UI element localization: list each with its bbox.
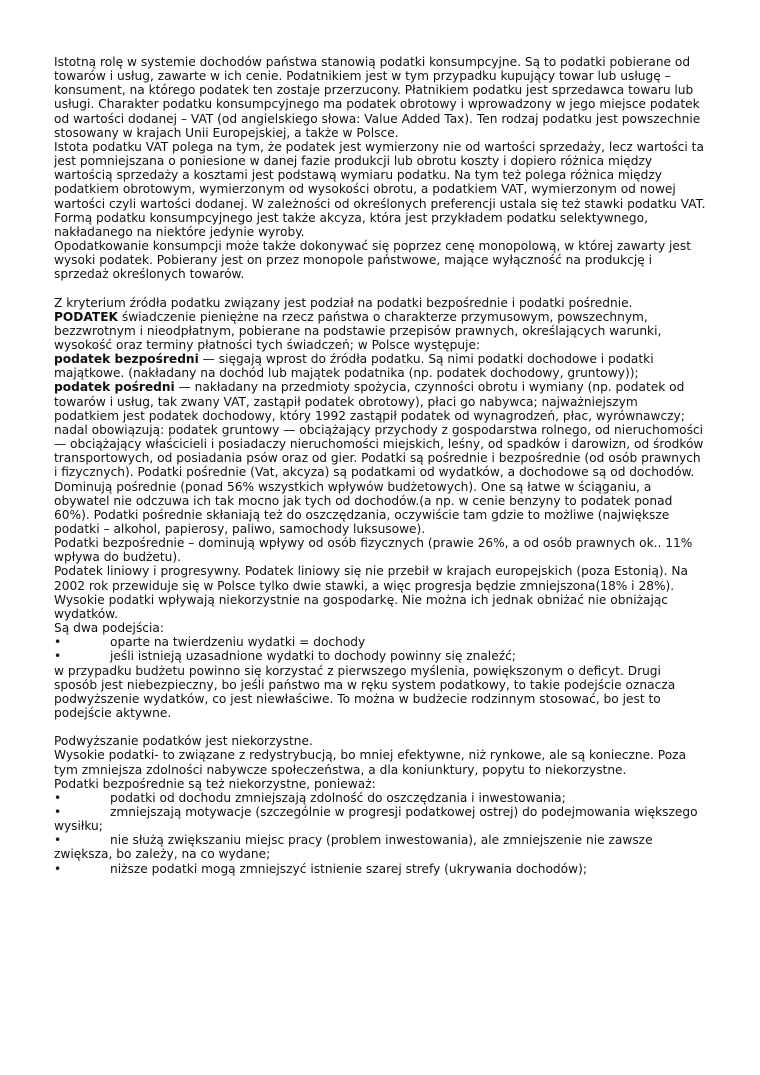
paragraph-direct-tax-share: Podatki bezpośrednie – dominują wpływy od osób fizycznych (prawie 26%, a od osób prawnych ok.. 11% wpływa do budżetu). bbox=[54, 536, 693, 565]
list-item-text: niższe podatki mogą zmniejszyć istnienie szarej strefy (ukrywania dochodów); bbox=[110, 861, 587, 876]
bullet-icon: • bbox=[54, 790, 62, 805]
bullet-icon: • bbox=[54, 804, 62, 819]
bullet-icon: • bbox=[54, 833, 62, 848]
paragraph-indirect-tax bbox=[54, 380, 706, 536]
term-direct-tax: podatek bezpośredni bbox=[54, 352, 199, 367]
paragraph-gap bbox=[54, 720, 706, 734]
term-podatek: PODATEK bbox=[54, 309, 118, 324]
paragraph-raising-taxes: Podwyższanie podatków jest niekorzystne. bbox=[54, 734, 313, 749]
paragraph-redistribution: Wysokie podatki- to związane z redystrybucją, bo mniej efektywne, niż rynkowe, ale są konieczne. Poza tym zmniejsza zdolności nabywcze społeczeństwa, a dla koniunktury, popytu to niekorzystne. bbox=[54, 748, 687, 777]
definition-podatek: świadczenie pieniężne na rzecz państwa o charakterze przymusowym, powszechnym, bezzwrotnym i nieodpłatnym, pobierane na podstawie przepisów prawnych, określających warunki, wysokość oraz terminy płatności tych świadczeń; w Polsce występuje: bbox=[54, 309, 662, 352]
paragraph-gap bbox=[54, 282, 706, 296]
list-item-text: zmniejszają motywacje (szczególnie w progresji podatkowej ostrej) do podejmowania większego wysiłku; bbox=[54, 804, 698, 834]
definition-direct-tax: — sięgają wprost do źródła podatku. Są nimi podatki dochodowe i podatki majątkowe. (nakładany na dochód lub majątek podatnika (np. podatek dochodowy, gruntowy)); bbox=[54, 352, 654, 381]
list-item-text: oparte na twierdzeniu wydatki = dochody bbox=[110, 635, 366, 650]
list-item-text: podatki od dochodu zmniejszają zdolność do oszczędzania i inwestowania; bbox=[110, 790, 566, 805]
paragraph-linear-progressive: Podatek liniowy i progresywny. Podatek liniowy się nie przebił w krajach europejskich (poza Estonią). Na 2002 rok przewiduje się w Polsce tylko dwie stawki, a więc progresja będzie zmniejszona(18% i 28%). bbox=[54, 564, 689, 593]
paragraph-direct-disadvantages: Podatki bezpośrednie są też niekorzystne, ponieważ: bbox=[54, 776, 376, 791]
paragraph-vat: Istota podatku VAT polega na tym, że podatek jest wymierzony nie od wartości sprzedaży, lecz wartości ta jest pomniejszana o poniesione w danej fazie produkcji lub obrotu koszty i dopiero różnica między wartością sprzedaży a kosztami jest podstawą wymiaru podatku. Na tym też polega różnica między podatkiem obrotowym, wymierzonym od wysokości obrotu, a podatkiem VAT, wymierzonym od nowej wartości czyli wartości dodanej. W zależności od określonych preferencji ustala się też stawki podatku VAT. bbox=[54, 139, 706, 211]
list-item-text: jeśli istnieją uzasadnione wydatki to dochody powinny się znaleźć; bbox=[110, 649, 516, 664]
list-item bbox=[54, 862, 706, 876]
paragraph-tax-definition bbox=[54, 310, 706, 352]
paragraph-excise: Formą podatku konsumpcyjnego jest także akcyza, która jest przykładem podatku selektywnego, nakładanego na niektóre jedynie wyroby. bbox=[54, 210, 648, 239]
paragraph-budget-approach: w przypadku budżetu powinno się korzystać z pierwszego myślenia, powiększonym o deficyt. Drugi sposób jest niebezpieczny, bo jeśli państwo ma w ręku system podatkowy, to takie podejście oznacza podwyższenie wydatków, co jest niewłaściwe. To można w budżecie rodzinnym stosować, bo jest to podejście aktywne. bbox=[54, 663, 676, 721]
paragraph-monopoly-price: Opodatkowanie konsumpcji może także dokonywać się poprzez cenę monopolową, w której zawarty jest wysoki podatek. Pobierany jest on przez monopole państwowe, mające wyłączność na produkcję i sprzedaż określonych towarów. bbox=[54, 239, 692, 282]
paragraph-high-taxes: Wysokie podatki wpływają niekorzystnie na gospodarkę. Nie można ich jednak obniżać nie obniżając wydatków. bbox=[54, 592, 668, 621]
term-indirect-tax: podatek pośredni bbox=[54, 380, 175, 395]
paragraph-two-approaches: Są dwa podejścia: bbox=[54, 621, 164, 636]
bullet-icon: • bbox=[54, 861, 62, 876]
list-item bbox=[54, 805, 706, 833]
list-item-text: nie służą zwiększaniu miejsc pracy (problem inwestowania), ale zmniejszenie nie zawsze zwiększa, bo zależy, na co wydane; bbox=[54, 833, 653, 862]
bullet-icon: • bbox=[54, 649, 62, 664]
list-item bbox=[54, 635, 706, 649]
paragraph-consumption-taxes: Istotną rolę w systemie dochodów państwa stanowią podatki konsumpcyjne. Są to podatki pobierane od towarów i usług, zawarte w ich cenie. Podatnikiem jest w tym przypadku kupujący towar lub usługę – konsument, na którego podatek ten zostaje przerzucony. Płatnikiem podatku jest sprzedawca towaru lub usługi. Charakter podatku konsumpcyjnego ma podatek obrotowy i wprowadzony w jego miejsce podatek od wartości dodanej – VAT (od angielskiego słowa: Value Added Tax). Ten rodzaj podatku jest powszechnie stosowany w krajach Unii Europejskiej, a także w Polsce. bbox=[54, 55, 701, 140]
bullet-icon: • bbox=[54, 635, 62, 650]
paragraph-direct-tax bbox=[54, 352, 706, 380]
definition-indirect-tax: — nakładany na przedmioty spożycia, czynności obrotu i wymiany (np. podatek od towarów i usług, tak zwany VAT, zastąpił podatek obrotowy), płaci go nabywca; najważniejszym podatkiem jest podatek dochodowy, który 1992 zastąpił podatek od wynagrodzeń, płac, wyrównawczy; nadal obowiązują: podatek gruntowy — obciążający przychody z gospodarstwa rolnego, od nieruchomości — obciążający właścicieli i posiadaczy nieruchomości miejskich, leśny, od spadków i darowizn, od środków transportowych, od posiadania psów oraz od gier. Podatki są pośrednie i bezpośrednie (od osób prawnych i fizycznych). Podatki pośrednie (Vat, akcyza) są podatkami od wydatków, a dochodowe są od dochodów. Dominują pośrednie (ponad 56% wszystkich wpływów budżetowych). One są łatwe w ściąganiu, a obywatel nie odczuwa ich tak mocno jak tych od dochodów.(a np. w cenie benzyny to podatek ponad 60%). Podatki pośrednie skłaniają też do oszczędzania, oczywiście tam gdzie to możliwe (największe podatki – alkohol, papierosy, paliwo, samochody luksusowe). bbox=[54, 380, 704, 536]
document-page bbox=[54, 55, 706, 876]
list-item bbox=[54, 791, 706, 805]
paragraph-tax-criterion: Z kryterium źródła podatku związany jest podział na podatki bezpośrednie i podatki pośrednie. bbox=[54, 295, 633, 310]
list-item bbox=[54, 649, 706, 663]
list-item bbox=[54, 833, 706, 861]
